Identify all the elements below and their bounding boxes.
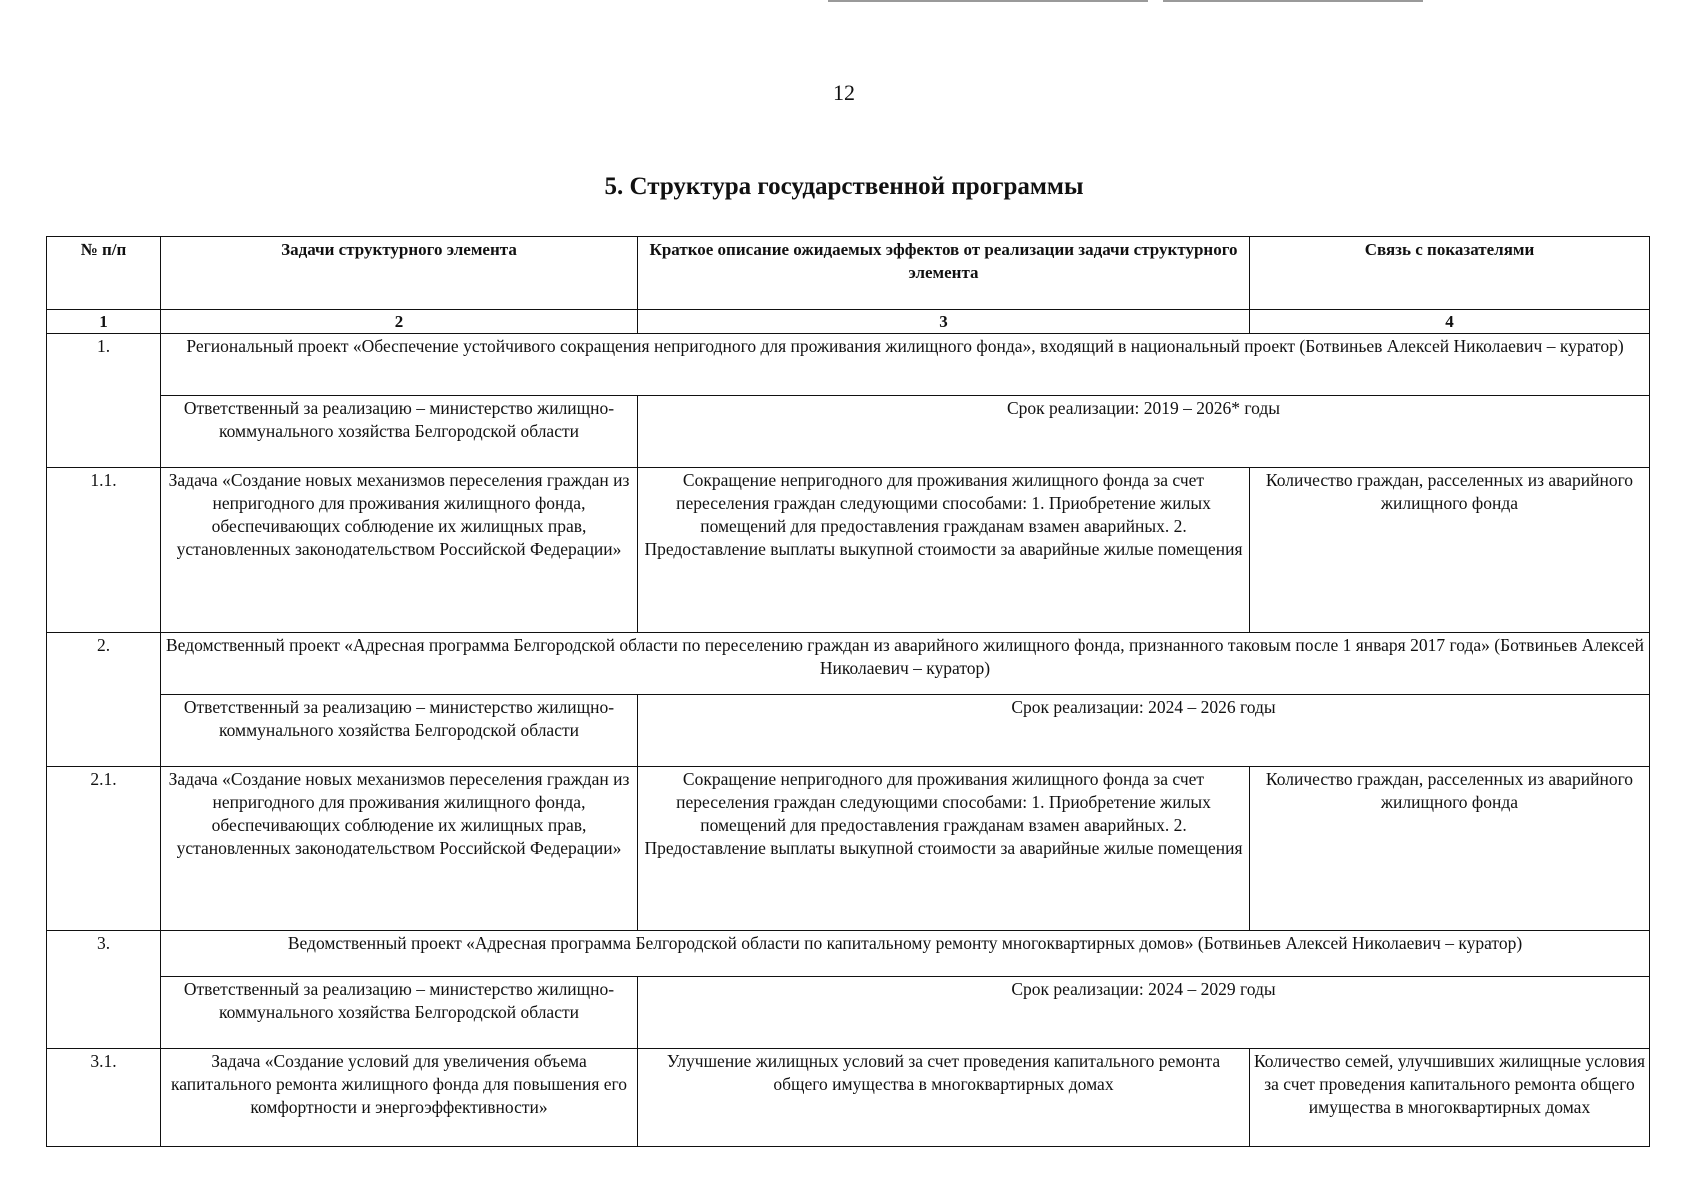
responsible-cell: Ответственный за реализацию – министерство жилищно-коммунального хозяйства Белгородской области xyxy=(161,396,638,468)
effects-cell: Улучшение жилищных условий за счет проведения капитального ремонта общего имущества в многоквартирных домах xyxy=(638,1049,1250,1147)
effects-cell: Сокращение непригодного для проживания жилищного фонда за счет переселения граждан следующими способами: 1. Приобретение жилых помещений для предоставления гражданам взамен аварийных. 2. Предоставление выплаты выкупной стоимости за аварийные жилые помещения xyxy=(638,468,1250,633)
indicators-cell: Количество граждан, расселенных из аварийного жилищного фонда xyxy=(1250,468,1650,633)
column-number: 4 xyxy=(1250,310,1650,334)
header-effects: Краткое описание ожидаемых эффектов от реализации задачи структурного элемента xyxy=(638,237,1250,310)
indicators-cell: Количество семей, улучшивших жилищные условия за счет проведения капитального ремонта общего имущества в многоквартирных домах xyxy=(1250,1049,1650,1147)
term-cell: Срок реализации: 2024 – 2029 годы xyxy=(638,977,1650,1049)
term-cell: Срок реализации: 2019 – 2026* годы xyxy=(638,396,1650,468)
section-title: 5. Структура государственной программы xyxy=(604,173,1084,200)
header-number: № п/п xyxy=(47,237,161,310)
scan-edge-line xyxy=(828,0,1148,2)
table-row xyxy=(47,695,1650,767)
indicators-cell: Количество граждан, расселенных из аварийного жилищного фонда xyxy=(1250,767,1650,931)
row-number: 2.1. xyxy=(47,767,161,931)
column-number: 3 xyxy=(638,310,1250,334)
effects-cell: Сокращение непригодного для проживания жилищного фонда за счет переселения граждан следующими способами: 1. Приобретение жилых помещений для предоставления гражданам взамен аварийных. 2. Предоставление выплаты выкупной стоимости за аварийные жилые помещения xyxy=(638,767,1250,931)
column-number: 2 xyxy=(161,310,638,334)
table-row xyxy=(47,977,1650,1049)
scan-edge-line-right xyxy=(1163,0,1423,2)
task-cell: Задача «Создание новых механизмов переселения граждан из непригодного для проживания жилищного фонда, обеспечивающих соблюдение их жилищных прав, установленных законодательством Российской Федерации» xyxy=(161,468,638,633)
column-number: 1 xyxy=(47,310,161,334)
table-row xyxy=(47,396,1650,468)
table-row xyxy=(47,468,1650,633)
task-cell: Задача «Создание условий для увеличения объема капитального ремонта жилищного фонда для повышения его комфортности и энергоэффективности» xyxy=(161,1049,638,1147)
project-title: Региональный проект «Обеспечение устойчивого сокращения непригодного для проживания жилищного фонда», входящий в национальный проект (Ботвиньев Алексей Николаевич – куратор) xyxy=(161,334,1650,396)
column-numbers-row xyxy=(47,310,1650,334)
responsible-cell: Ответственный за реализацию – министерство жилищно-коммунального хозяйства Белгородской области xyxy=(161,977,638,1049)
row-number: 1. xyxy=(47,334,161,468)
row-number: 3.1. xyxy=(47,1049,161,1147)
page-number: 12 xyxy=(833,80,855,105)
task-cell: Задача «Создание новых механизмов переселения граждан из непригодного для проживания жилищного фонда, обеспечивающих соблюдение их жилищных прав, установленных законодательством Российской Федерации» xyxy=(161,767,638,931)
row-number: 1.1. xyxy=(47,468,161,633)
term-cell: Срок реализации: 2024 – 2026 годы xyxy=(638,695,1650,767)
row-number: 3. xyxy=(47,931,161,1049)
table-row xyxy=(47,767,1650,931)
responsible-cell: Ответственный за реализацию – министерство жилищно-коммунального хозяйства Белгородской области xyxy=(161,695,638,767)
table-row xyxy=(47,633,1650,695)
table-header-row xyxy=(47,237,1650,310)
project-title: Ведомственный проект «Адресная программа Белгородской области по переселению граждан из аварийного жилищного фонда, признанного таковым после 1 января 2017 года» (Ботвиньев Алексей Николаевич – куратор) xyxy=(161,633,1650,695)
project-title: Ведомственный проект «Адресная программа Белгородской области по капитальному ремонту многоквартирных домов» (Ботвиньев Алексей Николаевич – куратор) xyxy=(161,931,1650,977)
header-tasks: Задачи структурного элемента xyxy=(161,237,638,310)
table-row xyxy=(47,334,1650,396)
row-number: 2. xyxy=(47,633,161,767)
header-indicators: Связь с показателями xyxy=(1250,237,1650,310)
table-row xyxy=(47,1049,1650,1147)
table-row xyxy=(47,931,1650,977)
program-structure-table xyxy=(46,236,1650,1147)
